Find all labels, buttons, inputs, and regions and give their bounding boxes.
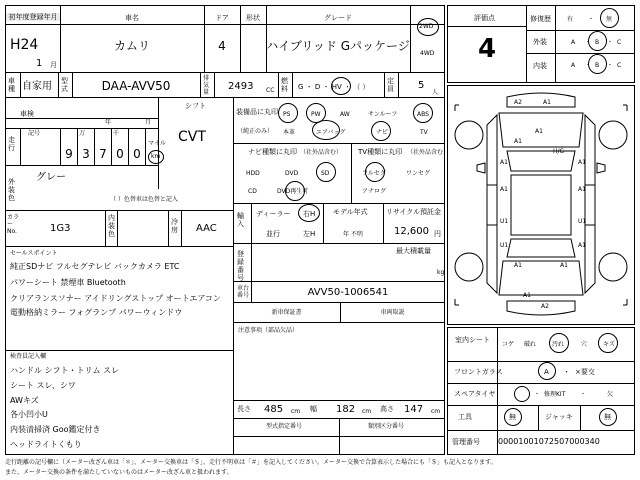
- width-value: 182: [336, 404, 356, 415]
- ext-b: B: [595, 39, 600, 46]
- mgmt-label: 管理番号: [452, 438, 480, 446]
- inspector-line: ヘッドライトくもり: [10, 440, 82, 449]
- diag-label: A1: [535, 128, 543, 135]
- warranty-label: 新車保証書: [271, 309, 302, 316]
- recycle-value: 12,600: [394, 226, 429, 237]
- mileage-digit: 3: [82, 147, 90, 161]
- exterior-note: （ ）色替車は色替と記入: [110, 196, 178, 203]
- glass-replace: ×要交: [575, 368, 595, 376]
- mgmt-value: 0000100107250700034​0: [498, 437, 600, 446]
- ext-dot: ・: [585, 39, 592, 46]
- glass-a: A: [544, 368, 549, 376]
- equip-abs-circle: [413, 103, 433, 123]
- navi-sd-circle: [316, 162, 336, 182]
- int-b: B: [595, 62, 600, 69]
- load-unit: kg: [437, 269, 445, 276]
- score-label: 評価点: [474, 14, 495, 22]
- usage-value: 自家用: [22, 81, 52, 92]
- tv-fullseg-circle: [365, 162, 385, 182]
- length-value: 485: [264, 404, 284, 415]
- color-code-label: カラーNo.: [7, 214, 20, 235]
- equip-airbag: エアバッグ: [316, 129, 346, 136]
- recycle-unit: 円: [434, 230, 441, 238]
- height-value: 147: [404, 404, 424, 415]
- drive-4wd: 4WD: [420, 50, 435, 57]
- navi-cd: CD: [248, 188, 257, 195]
- int-label: 内装: [533, 62, 547, 70]
- displacement-value: 2493: [228, 81, 254, 92]
- inspector-line: シート スレ、シワ: [10, 381, 76, 390]
- diag-label: A1: [514, 138, 522, 145]
- import-dealer: ディーラー: [256, 210, 291, 218]
- diag-label: U1: [500, 242, 509, 249]
- length-label: 長さ: [237, 405, 251, 413]
- inspector-line: AWキズ: [10, 396, 39, 405]
- mileage-digit: 0: [116, 147, 124, 161]
- first-reg-month: 1: [36, 58, 43, 69]
- height-label: 高さ: [380, 405, 394, 413]
- jack-label: ジャッキ: [545, 413, 573, 421]
- inspector-line: 内装清掃済 Goo鑑定付き: [10, 425, 101, 434]
- diag-label: A1: [578, 159, 586, 166]
- repair-no: 無: [606, 16, 613, 23]
- sales-line: パワーシート 禁煙車 Bluetooth: [10, 278, 126, 287]
- spare-label: スペアタイヤ: [454, 390, 496, 398]
- width-label: 幅: [310, 405, 317, 413]
- glass-dot: ・: [563, 368, 570, 376]
- jack-circle: [599, 408, 617, 426]
- tv-fullseg: フルセグ: [362, 170, 386, 177]
- sales-line: クリアランスソナー アイドリングストップ オートエアコン: [10, 294, 221, 303]
- equip-tv: TV: [420, 129, 428, 136]
- diag-label: A1: [523, 292, 531, 299]
- spare-dot: ・: [534, 391, 541, 398]
- navi-title: ナビ種類に丸印: [248, 148, 297, 156]
- shift-label: シフト: [185, 102, 206, 110]
- recycle-label: リサイクル預託金: [386, 208, 442, 216]
- int-c: C: [617, 62, 622, 69]
- capacity-label: 定員: [387, 77, 394, 93]
- cooler-label: 冷房: [171, 218, 178, 234]
- equip-navi-circle: [371, 121, 391, 141]
- diag-label: A1: [578, 242, 586, 249]
- name-label: 車名: [125, 14, 139, 22]
- handle-right: 右H: [303, 210, 316, 218]
- class-spec-label: 類別区分番号: [368, 423, 405, 430]
- navi-title-note: （社外品含む）: [300, 149, 343, 156]
- import-label: 輸入: [237, 212, 244, 228]
- spare-missing: 欠: [607, 391, 614, 398]
- jack-value: 無: [604, 413, 611, 421]
- inspector-line: 各小凹小U: [10, 410, 48, 419]
- ext-dot2: ・: [607, 39, 614, 46]
- int-b-circle: [588, 54, 607, 74]
- sales-label: セールスポイント: [10, 250, 58, 257]
- ext-c: C: [617, 39, 622, 46]
- month-unit: 月: [50, 61, 57, 69]
- spare-kit: 修理KIT: [544, 391, 566, 398]
- mileage-digit: 9: [65, 147, 73, 161]
- equip-leather: 本革: [283, 129, 296, 136]
- score-value: 4: [478, 34, 497, 64]
- footer-line1: 走行距離の記号欄に（メーター改ざん車は「＊」、メーター交換車は「＄」、走行不明車は「＃」を記入してください。メーター交換で合算表示した場合にも「＄」も記入となります。: [5, 459, 497, 466]
- seat-dirt-circle: [549, 333, 569, 353]
- diag-label: A1: [514, 262, 522, 269]
- chassis-value: AVV50-1006541: [307, 287, 389, 298]
- navi-hdd: HDD: [246, 170, 260, 177]
- inspection-month-unit: 月: [145, 119, 152, 126]
- mileage-label: 走行: [8, 136, 15, 152]
- type-spec-label: 型式指定番号: [266, 423, 303, 430]
- color-code-value: 1G3: [50, 223, 71, 234]
- doors-value: 4: [218, 39, 226, 53]
- glass-label: フロントガラス: [454, 368, 503, 376]
- diag-label: A1: [500, 159, 508, 166]
- tv-oneseg: ワンセグ: [406, 170, 431, 177]
- ext-label: 外装: [533, 38, 547, 46]
- fuel-label: 燃料: [281, 77, 288, 93]
- length-unit: cm: [291, 408, 301, 415]
- diag-label: A2: [514, 99, 522, 106]
- diag-label: A1: [500, 186, 508, 193]
- tools-value: 無: [509, 413, 516, 421]
- equip-pw: PW: [311, 111, 321, 118]
- mileage-memo-label: 記号: [28, 130, 41, 137]
- inspector-label: 検査員記入欄: [10, 353, 47, 360]
- diag-label: H/G: [553, 148, 565, 155]
- equip-navi: ナビ: [376, 129, 389, 136]
- seat-item: 穴: [581, 341, 588, 348]
- seat-scratch-circle: [598, 333, 618, 353]
- diag-label: A1: [578, 186, 586, 193]
- displacement-unit: CC: [266, 87, 275, 94]
- fuel-hv-circle: [331, 77, 351, 95]
- capacity-value: 5: [418, 80, 425, 91]
- equip-aw: AW: [340, 111, 350, 118]
- model-label: 型式: [61, 77, 68, 93]
- diag-label: A2: [541, 303, 549, 310]
- shape-label: 形状: [246, 14, 260, 22]
- spare-circle: [514, 386, 530, 402]
- seat-label: 室内シート: [455, 336, 490, 344]
- handle-left: 左H: [303, 230, 316, 238]
- drive-2wd: 2WD: [419, 23, 434, 30]
- capacity-unit: 人: [432, 89, 439, 96]
- mile-label: マイル: [148, 140, 166, 147]
- import-parallel: 並行: [266, 230, 280, 238]
- repair-yes: 有: [567, 16, 574, 23]
- load-label: 最大積載量: [396, 247, 431, 255]
- int-dot: ・: [585, 62, 592, 69]
- registration-label: 登録番号: [237, 250, 244, 282]
- int-a: A: [571, 62, 576, 69]
- glass-a-circle: [538, 362, 556, 380]
- ext-b-circle: [588, 31, 607, 51]
- tv-analog: アナログ: [362, 188, 387, 195]
- model-year-value: 年 不明: [343, 231, 363, 238]
- equip-ps: PS: [283, 111, 291, 118]
- repair-dot: ・: [588, 16, 595, 23]
- tv-title: TV種類に丸印: [358, 148, 403, 156]
- exterior-value: グレー: [36, 172, 66, 183]
- shift-value: CVT: [178, 129, 206, 145]
- diag-label: U1: [578, 218, 587, 225]
- tools-label: 工具: [458, 413, 472, 421]
- navi-dvd-play: DVD再生可: [277, 188, 309, 195]
- exterior-label: 外装色: [8, 178, 15, 202]
- diag-label: A1: [543, 99, 551, 106]
- handle-right-circle: [298, 204, 320, 222]
- cooler-value: AAC: [196, 223, 217, 234]
- first-reg-year: H24: [10, 37, 39, 53]
- notes-label: 注意事項（部品欠品）: [238, 327, 299, 334]
- spare-dot2: ・: [580, 391, 587, 398]
- chassis-label: 車台番号: [237, 285, 250, 299]
- manual-label: 車両取説: [380, 309, 405, 316]
- displacement-label: 排気量: [203, 75, 210, 96]
- usage-label: 車種: [8, 77, 15, 93]
- tv-title-note: （社外品含む）: [407, 149, 450, 156]
- inspection-label: 車検: [20, 110, 34, 118]
- grade-value: ハイブリッド Gパッケージ: [266, 39, 410, 53]
- ext-a: A: [571, 39, 576, 46]
- interior-color-label: 内装色: [108, 214, 115, 238]
- repair-no-circle: [600, 8, 619, 28]
- width-unit: cm: [362, 408, 372, 415]
- doors-label: ドア: [215, 14, 229, 22]
- seat-item: キズ: [603, 341, 615, 348]
- footer-line2: また、メーター交換の条件を満たしていないものはメーター改ざん車と扱われます。: [5, 469, 233, 476]
- diag-label: A1: [560, 262, 568, 269]
- grade-label: グレード: [324, 14, 352, 22]
- sales-line: 純正SDナビ フルセグテレビ バックカメラ ETC: [10, 262, 180, 271]
- equip-abs: ABS: [417, 111, 429, 118]
- km-unit: km: [151, 153, 161, 160]
- model-value: DAA-AVV50: [101, 79, 171, 93]
- height-unit: cm: [431, 408, 441, 415]
- navi-dvd-play-circle: [285, 181, 305, 201]
- mileage-sen: 千: [113, 130, 120, 137]
- tools-circle: [504, 408, 522, 426]
- equipment-title: 装備品に丸印: [236, 108, 278, 116]
- navi-dvd: DVD: [285, 170, 299, 177]
- mileage-man: 万: [79, 130, 86, 137]
- inspection-year-unit: 年: [105, 119, 112, 126]
- first-reg-label: 初年度登録年月: [6, 13, 60, 21]
- seat-item: 汚れ: [552, 341, 565, 348]
- seat-item: 破れ: [524, 341, 537, 348]
- seat-item: コゲ: [502, 341, 515, 348]
- equip-ps-circle: [278, 103, 298, 123]
- car-diagram: [447, 85, 635, 325]
- equip-sunroof: サンルーフ: [368, 111, 398, 118]
- car-name: カムリ: [113, 39, 150, 53]
- fuel-options: G ・ D ・ HV ・ （ ）: [298, 83, 370, 91]
- equipment-subtitle: （純正のみ）: [237, 128, 274, 135]
- navi-sd: SD: [321, 170, 330, 177]
- diag-label: U1: [500, 218, 509, 225]
- mileage-digit: 7: [99, 147, 107, 161]
- sales-line: 電動格納ミラー フォグランプ パワーウィンドウ: [10, 308, 183, 317]
- int-dot2: ・: [607, 62, 614, 69]
- equip-airbag-circle: [312, 120, 340, 140]
- model-year-label: モデル年式: [333, 208, 368, 216]
- inspector-line: ハンドル シフト・トリム スレ: [10, 366, 120, 375]
- mileage-digit: 0: [133, 147, 141, 161]
- repair-label: 修復歴: [530, 15, 551, 23]
